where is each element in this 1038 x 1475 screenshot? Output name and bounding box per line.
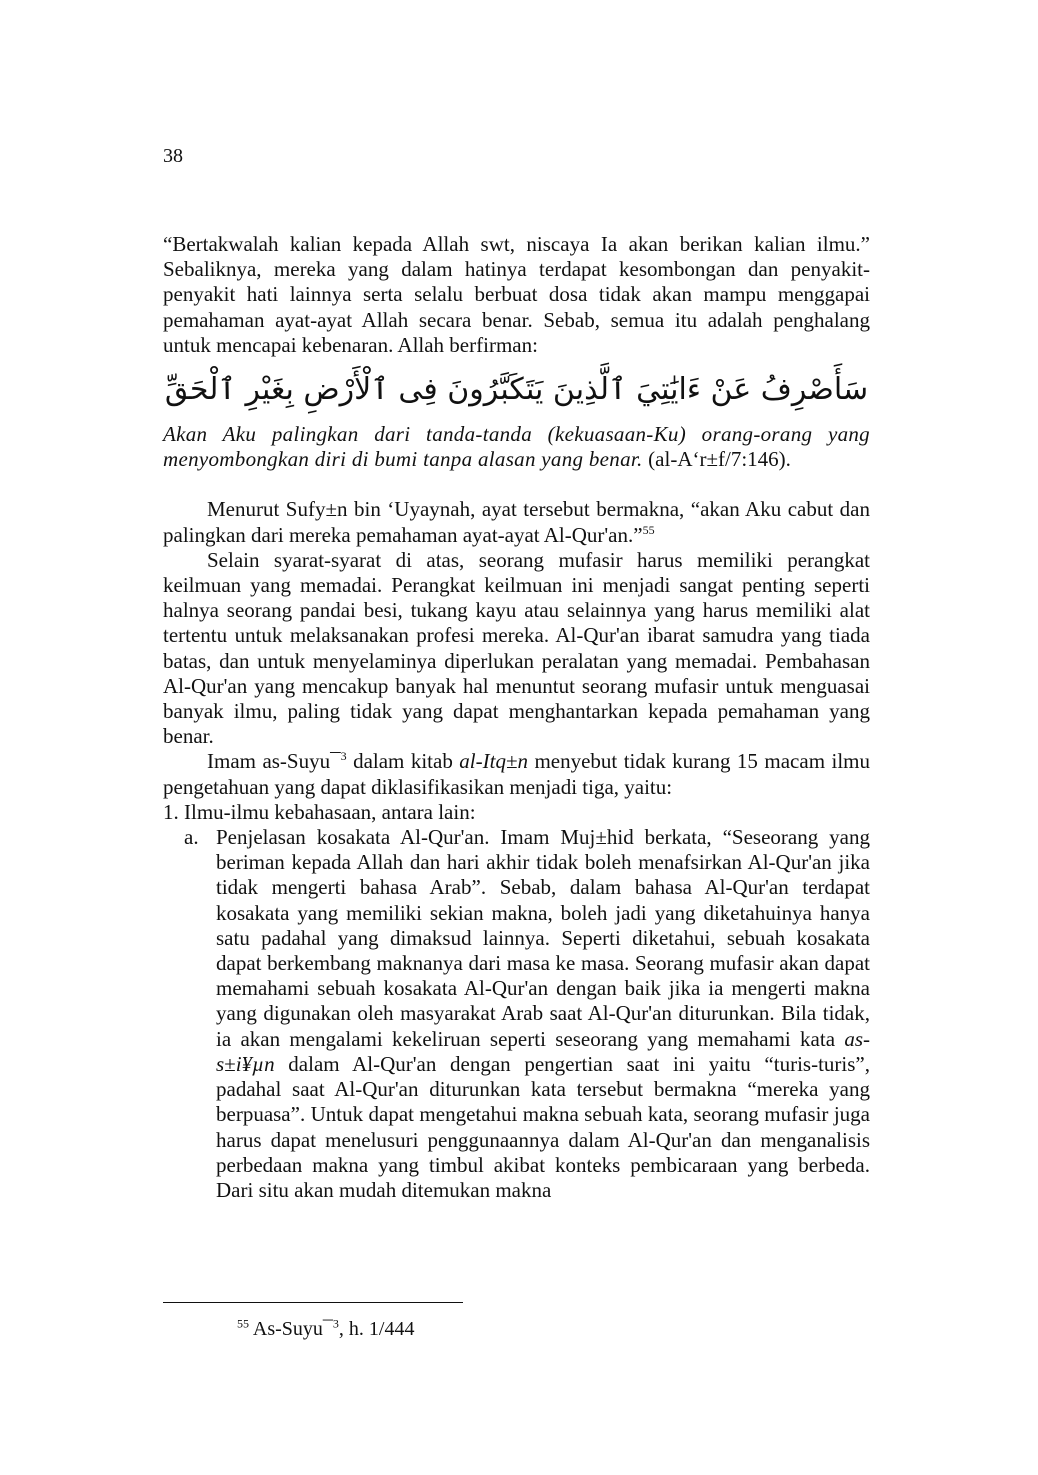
footnote-ref: 55 xyxy=(642,522,655,537)
list-marker-a: a. xyxy=(184,825,199,850)
footnote xyxy=(237,1316,414,1342)
paragraph-4-text-end: menyebut tidak kurang 15 macam ilmu pengetahuan yang dapat diklasifikasikan menjadi tiga, yaitu: xyxy=(163,749,870,799)
arabic-verse: سَأَصْرِفُ عَنْ ءَايَٰتِيَ ٱلَّذِينَ يَتَكَبَّرُونَ فِى ٱلْأَرْضِ بِغَيْرِ ٱلْحَقِّ xyxy=(164,372,869,408)
verse-translation xyxy=(163,422,870,472)
list-subitem-a xyxy=(184,825,870,1203)
list-item-1: 1. Ilmu-ilmu kebahasaan, antara lain: xyxy=(163,799,476,824)
italic-term: as-s±i¥µn xyxy=(216,1026,870,1076)
footnote-text-end: , h. 1/444 xyxy=(338,1318,415,1340)
footnote-sup: 3 xyxy=(332,1316,339,1331)
author-name: Imam as-Suyu¯ xyxy=(207,749,341,774)
paragraph-4-text: dalam kitab xyxy=(346,749,460,774)
footnote-number: 55 xyxy=(237,1316,249,1331)
main-text xyxy=(163,232,870,1203)
paragraph-3: Selain syarat-syarat di atas, seorang mufasir harus memiliki perangkat keilmuan yang memadai. Perangkat keilmuan ini menjadi sangat penting seperti halnya seorang pandai besi, tukang kayu atau selainnya yang harus memiliki alat tertentu untuk melaksanakan profesi mereka. Al-Qur'an ibarat samudra yang tiada batas, dan untuk menyelaminya diperlukan peralatan yang memadai. Pembahasan Al-Qur'an yang mencakup banyak hal menuntut seorang mufasir untuk menguasai banyak ilmu, paling tidak yang dapat menghantarkan kepada pemahaman yang benar. xyxy=(163,547,870,749)
footnote-text: As-Suyu¯ xyxy=(249,1318,333,1340)
book-title: al-Itq±n xyxy=(459,749,528,774)
subitem-text-1: Penjelasan kosakata Al-Qur'an. Imam Muj±hid berkata, “Seseorang yang beriman kepada Allah dan hari akhir tidak boleh menafsirkan Al-Qur'an jika tidak mengerti bahasa Arab”. Sebab, dalam bahasa Al-Qur'an terdapat kosakata yang memiliki sekian makna, boleh jadi yang diketahuinya hanya satu padahal yang dimaksud lainnya. Seperti diketahui, sebuah kosakata dapat berkembang maknanya dari masa ke masa. Seorang mufasir akan dapat memahami sebuah kosakata Al-Qur'an dengan baik jika ia mengerti makna yang digunakan oleh masyarakat Arab saat Al-Qur'an diturunkan. Bila tidak, ia akan mengalami kekeliruan seperti seseorang yang memahami kata xyxy=(216,825,870,1051)
paragraph-1: “Bertakwalah kalian kepada Allah swt, niscaya Ia akan berikan kalian ilmu.” Sebaliknya, mereka yang dalam hatinya terdapat kesombongan dan penyakit-penyakit hati lainnya serta selalu berbuat dosa tidak akan mampu menggapai pemahaman ayat-ayat Allah secara benar. Sebab, semua itu adalah penghalang untuk mencapai kebenaran. Allah berfirman: xyxy=(163,232,870,357)
verse-reference: (al-A‘r±f/7:146). xyxy=(648,447,791,472)
page-number: 38 xyxy=(163,145,183,167)
paragraph-4 xyxy=(163,749,870,799)
subitem-text-2: dalam Al-Qur'an dengan pengertian saat ini yaitu “turis-turis”, padahal saat Al-Qur'an diturunkan kata tersebut bermakna “mereka yang berpuasa”. Untuk dapat mengetahui makna sebuah kata, seorang mufasir juga harus dapat menelusuri penggunaannya dalam Al-Qur'an dan menganalisis perbedaan makna yang timbul akibat konteks pembicaraan yang berbeda. Dari situ akan mudah ditemukan makna xyxy=(216,1051,870,1202)
list-subitem-a-content xyxy=(216,825,870,1203)
author-name-sup: 3 xyxy=(340,749,347,764)
paragraph-2 xyxy=(163,497,870,547)
footnote-divider xyxy=(163,1302,463,1303)
paragraph-2-text: Menurut Sufy±n bin ‘Uyaynah, ayat tersebut bermakna, “akan Aku cabut dan palingkan dari mereka pemahaman ayat-ayat Al-Qur'an.” xyxy=(163,497,870,547)
translation-text: Akan Aku palingkan dari tanda-tanda (kekuasaan-Ku) orang-orang yang menyombongkan diri di bumi tanpa alasan yang benar. xyxy=(163,422,870,472)
